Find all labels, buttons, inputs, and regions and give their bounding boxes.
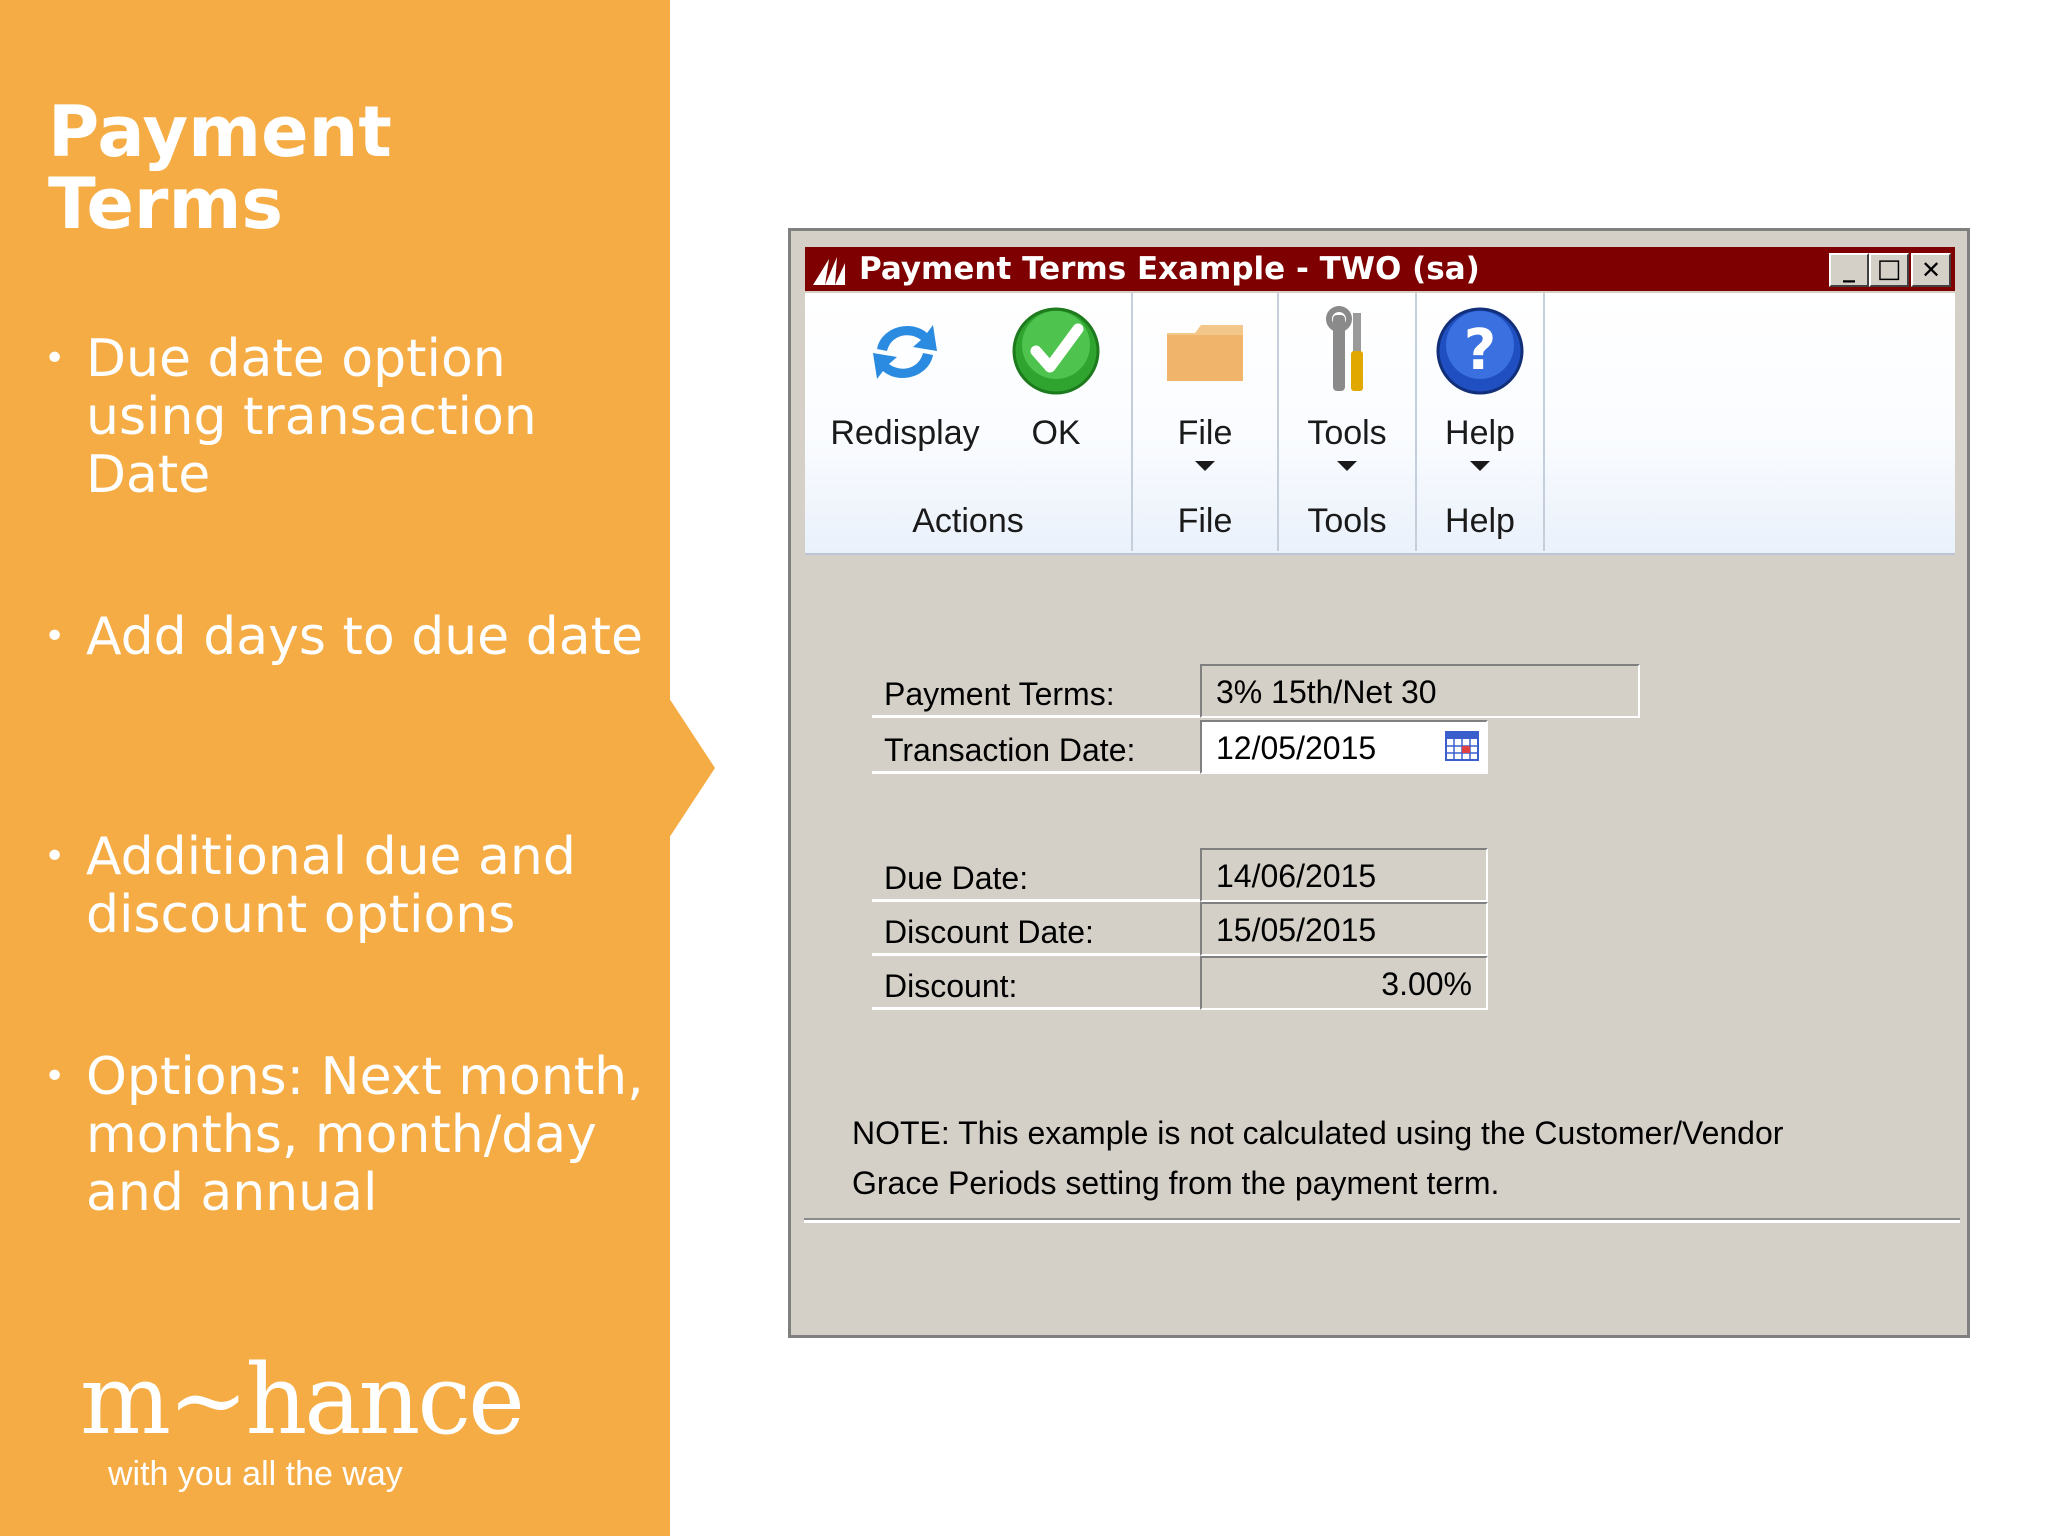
close-button[interactable]: ✕ [1911,253,1951,287]
bullet-text: Add days to due date [86,607,643,667]
bullet-text: Due date option using transaction Date [86,329,537,505]
bullet-dot: • [44,616,66,657]
redisplay-label: Redisplay [830,414,980,452]
slide-title [48,91,648,245]
help-menu-button[interactable] [1425,305,1535,471]
app-logo-icon [811,253,851,287]
bullet-dot: • [44,1056,66,1097]
redisplay-button[interactable] [825,305,985,453]
folder-icon [1159,305,1251,397]
chevron-down-icon [1337,461,1357,471]
payment-terms-label: Payment Terms: [872,666,1200,718]
help-icon [1434,305,1526,397]
transaction-date-label: Transaction Date: [872,722,1200,774]
bullet-dot: • [44,836,66,877]
slide-title-line2: Terms [48,163,284,245]
ok-button[interactable] [1001,305,1111,453]
help-label: Help [1445,414,1515,452]
ok-checkmark-icon [1010,305,1102,397]
discount-label: Discount: [872,958,1200,1010]
window-divider [804,1218,1960,1223]
sidebar-arrow-pointer [669,698,715,838]
group-label-tools: Tools [1307,502,1387,540]
logo-tagline: with you all the way [108,1455,403,1493]
redisplay-icon [859,305,951,397]
tools-label: Tools [1307,414,1387,452]
window-title: Payment Terms Example - TWO (sa) [859,251,1480,287]
slide-sidebar [0,0,670,1536]
mhance-logo: m~hance [80,1344,522,1456]
note-line1: NOTE: This example is not calculated using the Customer/Vendor [852,1115,1784,1151]
due-date-label: Due Date: [872,850,1200,902]
slide-title-line1: Payment [48,91,392,173]
ribbon-group-file [1133,293,1279,551]
bullet-text: Options: Next month, months, month/day and annual [86,1047,644,1223]
file-menu-button[interactable] [1149,305,1261,471]
group-label-help: Help [1445,502,1515,540]
svg-text:?: ? [1463,318,1497,383]
toolbar-ribbon [805,293,1955,555]
group-label-actions: Actions [912,502,1024,540]
ok-label: OK [1031,414,1081,452]
window-titlebar[interactable] [805,247,1955,291]
tools-menu-button[interactable] [1291,305,1403,471]
maximize-button[interactable]: □ [1869,253,1909,287]
group-label-file: File [1177,502,1233,540]
bullet-text: Additional due and discount options [86,827,576,945]
bullet-dot: • [44,338,66,379]
discount-date-field[interactable]: 15/05/2015 [1200,902,1488,956]
note-line2: Grace Periods setting from the payment term. [852,1165,1500,1201]
transaction-date-value: 12/05/2015 [1216,730,1377,766]
payment-terms-field[interactable]: 3% 15th/Net 30 [1200,664,1640,718]
calendar-icon[interactable] [1444,728,1480,764]
due-date-field[interactable]: 14/06/2015 [1200,848,1488,902]
ribbon-group-actions [805,293,1133,551]
minimize-button[interactable]: _ [1829,253,1869,287]
discount-field[interactable]: 3.00% [1200,956,1488,1010]
discount-date-label: Discount Date: [872,904,1200,956]
note-text [852,1108,1852,1208]
chevron-down-icon [1195,461,1215,471]
ribbon-group-tools [1279,293,1417,551]
ribbon-group-help [1417,293,1545,551]
file-label: File [1177,414,1233,452]
tools-icon [1301,305,1393,397]
chevron-down-icon [1470,461,1490,471]
